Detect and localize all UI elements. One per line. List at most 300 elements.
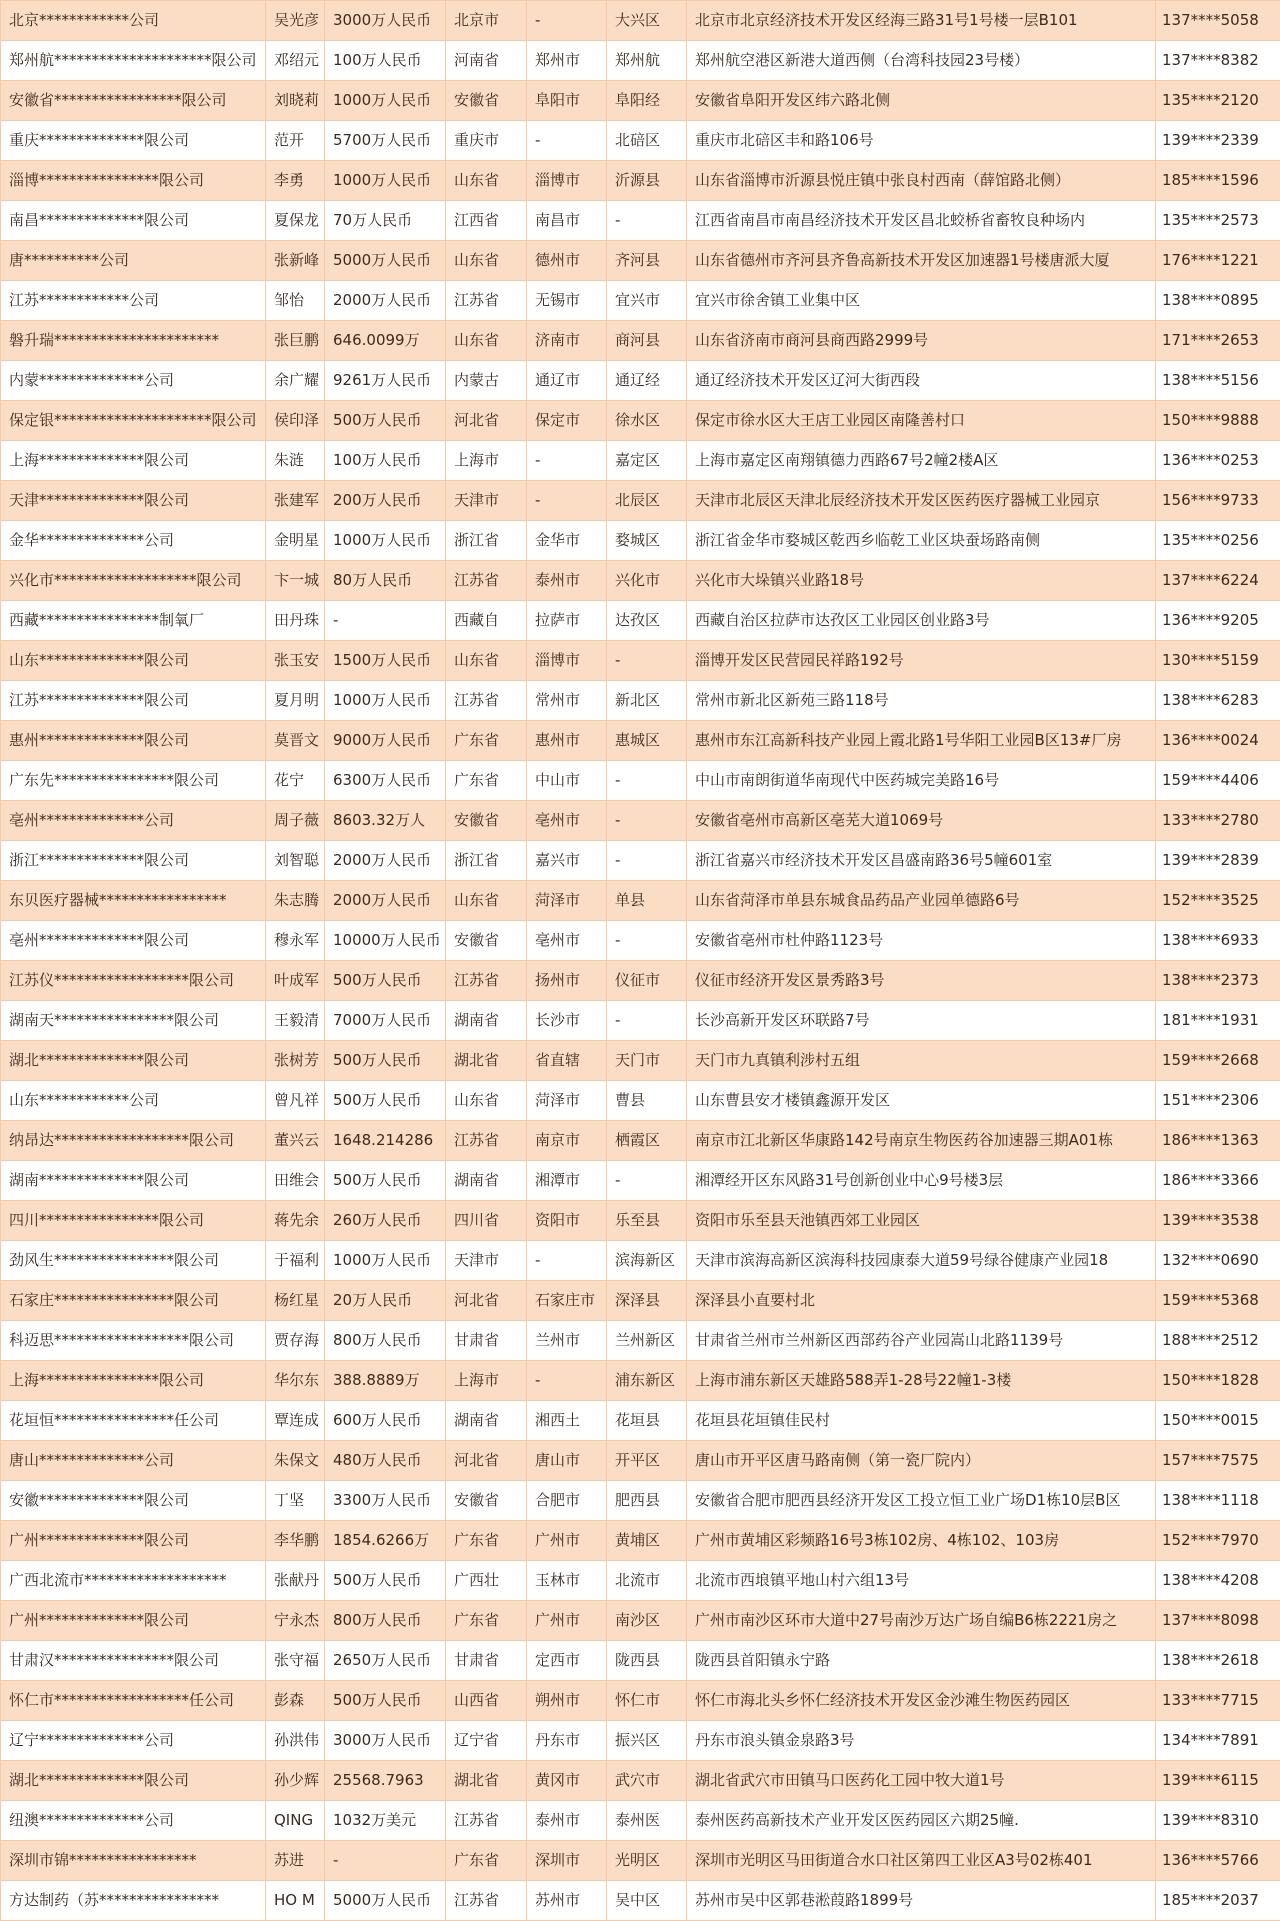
cell-district: - xyxy=(607,1161,687,1201)
cell-district: 宜兴市 xyxy=(607,281,687,321)
cell-company-name: 深圳市锦***************** xyxy=(1,1841,266,1881)
cell-city: 菏泽市 xyxy=(527,881,607,921)
cell-company-name: 四川****************限公司 xyxy=(1,1201,266,1241)
cell-district: 北流市 xyxy=(607,1561,687,1601)
cell-company-name: 内蒙**************公司 xyxy=(1,361,266,401)
cell-registered-capital: 500万人民币 xyxy=(325,1161,446,1201)
cell-registered-capital: - xyxy=(325,601,446,641)
cell-city: 泰州市 xyxy=(527,561,607,601)
cell-province: 上海市 xyxy=(446,1361,527,1401)
cell-legal-representative: 蒋先余 xyxy=(266,1201,325,1241)
cell-phone: 185****2037 xyxy=(1156,1881,1280,1921)
table-row xyxy=(1,1881,1280,1921)
cell-phone: 136****9205 xyxy=(1156,601,1280,641)
cell-district: 兰州新区 xyxy=(607,1321,687,1361)
cell-legal-representative: 张树芳 xyxy=(266,1041,325,1081)
cell-district: 北碚区 xyxy=(607,121,687,161)
cell-address: 安徽省阜阳开发区纬六路北侧 xyxy=(687,81,1156,121)
cell-district: 泰州医 xyxy=(607,1801,687,1841)
cell-address: 安徽省合肥市肥西县经济开发区工投立恒工业广场D1栋10层B区 xyxy=(687,1481,1156,1521)
cell-company-name: 安徽**************限公司 xyxy=(1,1481,266,1521)
table-row xyxy=(1,761,1280,801)
table-row xyxy=(1,41,1280,81)
cell-legal-representative: 杨红星 xyxy=(266,1281,325,1321)
cell-registered-capital: 2000万人民币 xyxy=(325,281,446,321)
cell-company-name: 安徽省*****************限公司 xyxy=(1,81,266,121)
cell-address: 广州市南沙区环市大道中27号南沙万达广场自编B6栋2221房之 xyxy=(687,1601,1156,1641)
cell-registered-capital: 3000万人民币 xyxy=(325,1,446,41)
cell-province: 江苏省 xyxy=(446,681,527,721)
table-row xyxy=(1,241,1280,281)
cell-district: 黄埔区 xyxy=(607,1521,687,1561)
cell-phone: 137****8382 xyxy=(1156,41,1280,81)
cell-legal-representative: 董兴云 xyxy=(266,1121,325,1161)
table-row xyxy=(1,521,1280,561)
cell-address: 资阳市乐至县天池镇西郊工业园区 xyxy=(687,1201,1156,1241)
cell-district: 光明区 xyxy=(607,1841,687,1881)
cell-district: 婺城区 xyxy=(607,521,687,561)
cell-province: 广东省 xyxy=(446,1601,527,1641)
cell-phone: 138****0895 xyxy=(1156,281,1280,321)
cell-district: 惠城区 xyxy=(607,721,687,761)
cell-company-name: 南昌**************限公司 xyxy=(1,201,266,241)
cell-province: 安徽省 xyxy=(446,801,527,841)
cell-city: 南京市 xyxy=(527,1121,607,1161)
cell-company-name: 山东**************限公司 xyxy=(1,641,266,681)
cell-address: 怀仁市海北头乡怀仁经济技术开发区金沙滩生物医药园区 xyxy=(687,1681,1156,1721)
cell-company-name: 湖北**************限公司 xyxy=(1,1761,266,1801)
cell-legal-representative: 张玉安 xyxy=(266,641,325,681)
cell-phone: 135****2120 xyxy=(1156,81,1280,121)
cell-registered-capital: 500万人民币 xyxy=(325,1041,446,1081)
cell-legal-representative: 丁坚 xyxy=(266,1481,325,1521)
cell-registered-capital: 500万人民币 xyxy=(325,1081,446,1121)
cell-legal-representative: 李勇 xyxy=(266,161,325,201)
cell-legal-representative: 张守福 xyxy=(266,1641,325,1681)
cell-company-name: 辽宁**************公司 xyxy=(1,1721,266,1761)
cell-company-name: 广东先****************限公司 xyxy=(1,761,266,801)
cell-phone: 139****6115 xyxy=(1156,1761,1280,1801)
cell-registered-capital: 1000万人民币 xyxy=(325,81,446,121)
cell-district: 齐河县 xyxy=(607,241,687,281)
cell-address: 兴化市大垛镇兴业路18号 xyxy=(687,561,1156,601)
cell-company-name: 广州**************限公司 xyxy=(1,1521,266,1561)
cell-address: 天津市滨海高新区滨海科技园康泰大道59号绿谷健康产业园18 xyxy=(687,1241,1156,1281)
cell-city: 省直辖 xyxy=(527,1041,607,1081)
cell-phone: 186****1363 xyxy=(1156,1121,1280,1161)
table-row xyxy=(1,561,1280,601)
cell-city: 德州市 xyxy=(527,241,607,281)
cell-legal-representative: 侯印泽 xyxy=(266,401,325,441)
table-row xyxy=(1,1321,1280,1361)
cell-province: 广东省 xyxy=(446,761,527,801)
cell-company-name: 唐**********公司 xyxy=(1,241,266,281)
cell-province: 浙江省 xyxy=(446,841,527,881)
table-row xyxy=(1,1401,1280,1441)
table-row xyxy=(1,281,1280,321)
cell-legal-representative: 余广耀 xyxy=(266,361,325,401)
table-row xyxy=(1,401,1280,441)
cell-province: 重庆市 xyxy=(446,121,527,161)
cell-province: 广东省 xyxy=(446,1841,527,1881)
cell-district: - xyxy=(607,761,687,801)
table-row xyxy=(1,1561,1280,1601)
table-row xyxy=(1,81,1280,121)
cell-legal-representative: 夏保龙 xyxy=(266,201,325,241)
cell-legal-representative: 张新峰 xyxy=(266,241,325,281)
cell-city: - xyxy=(527,481,607,521)
cell-registered-capital: 646.0099万 xyxy=(325,321,446,361)
cell-address: 湖北省武穴市田镇马口医药化工园中牧大道1号 xyxy=(687,1761,1156,1801)
cell-phone: 137****8098 xyxy=(1156,1601,1280,1641)
cell-registered-capital: 800万人民币 xyxy=(325,1321,446,1361)
cell-phone: 150****1828 xyxy=(1156,1361,1280,1401)
cell-legal-representative: 范开 xyxy=(266,121,325,161)
cell-province: 河北省 xyxy=(446,401,527,441)
cell-province: 江苏省 xyxy=(446,1121,527,1161)
cell-address: 天津市北辰区天津北辰经济技术开发区医药医疗器械工业园京 xyxy=(687,481,1156,521)
cell-province: 安徽省 xyxy=(446,1481,527,1521)
cell-district: - xyxy=(607,801,687,841)
table-row xyxy=(1,201,1280,241)
cell-phone: 136****0024 xyxy=(1156,721,1280,761)
cell-phone: 134****7891 xyxy=(1156,1721,1280,1761)
cell-registered-capital: 100万人民币 xyxy=(325,41,446,81)
cell-province: 江苏省 xyxy=(446,1801,527,1841)
table-row xyxy=(1,1161,1280,1201)
cell-city: 常州市 xyxy=(527,681,607,721)
cell-province: 上海市 xyxy=(446,441,527,481)
cell-registered-capital: 9000万人民币 xyxy=(325,721,446,761)
table-row xyxy=(1,1841,1280,1881)
cell-phone: 150****0015 xyxy=(1156,1401,1280,1441)
cell-company-name: 江苏**************限公司 xyxy=(1,681,266,721)
cell-legal-representative: 花宁 xyxy=(266,761,325,801)
cell-address: 安徽省亳州市高新区亳芜大道1069号 xyxy=(687,801,1156,841)
cell-company-name: 石家庄****************限公司 xyxy=(1,1281,266,1321)
cell-phone: 176****1221 xyxy=(1156,241,1280,281)
cell-district: - xyxy=(607,641,687,681)
cell-phone: 186****3366 xyxy=(1156,1161,1280,1201)
cell-address: 广州市黄埔区彩频路16号3栋102房、4栋102、103房 xyxy=(687,1521,1156,1561)
cell-registered-capital: 8603.32万人 xyxy=(325,801,446,841)
cell-registered-capital: 5000万人民币 xyxy=(325,241,446,281)
cell-province: 江苏省 xyxy=(446,561,527,601)
cell-phone: 138****1118 xyxy=(1156,1481,1280,1521)
cell-legal-representative: 朱涟 xyxy=(266,441,325,481)
cell-city: 玉林市 xyxy=(527,1561,607,1601)
cell-registered-capital: 2000万人民币 xyxy=(325,841,446,881)
cell-phone: 136****0253 xyxy=(1156,441,1280,481)
cell-province: 江苏省 xyxy=(446,1881,527,1921)
cell-registered-capital: 600万人民币 xyxy=(325,1401,446,1441)
cell-legal-representative: QING xyxy=(266,1801,325,1841)
cell-company-name: 磐升瑞********************** xyxy=(1,321,266,361)
table-row xyxy=(1,1081,1280,1121)
cell-company-name: 惠州**************限公司 xyxy=(1,721,266,761)
cell-city: 长沙市 xyxy=(527,1001,607,1041)
cell-district: 深泽县 xyxy=(607,1281,687,1321)
cell-phone: 157****7575 xyxy=(1156,1441,1280,1481)
cell-company-name: 保定银*********************限公司 xyxy=(1,401,266,441)
cell-legal-representative: HO M xyxy=(266,1881,325,1921)
table-row xyxy=(1,1521,1280,1561)
cell-province: 山东省 xyxy=(446,1081,527,1121)
cell-address: 长沙高新开发区环联路7号 xyxy=(687,1001,1156,1041)
cell-province: 山东省 xyxy=(446,321,527,361)
cell-city: 广州市 xyxy=(527,1601,607,1641)
cell-city: 兰州市 xyxy=(527,1321,607,1361)
cell-company-name: 科迈思******************限公司 xyxy=(1,1321,266,1361)
cell-address: 山东省菏泽市单县东城食品药品产业园单德路6号 xyxy=(687,881,1156,921)
cell-address: 山东省济南市商河县商西路2999号 xyxy=(687,321,1156,361)
cell-province: 广西壮 xyxy=(446,1561,527,1601)
cell-address: 常州市新北区新苑三路118号 xyxy=(687,681,1156,721)
cell-city: 广州市 xyxy=(527,1521,607,1561)
cell-address: 北京市北京经济技术开发区经海三路31号1号楼一层B101 xyxy=(687,1,1156,41)
cell-province: 河北省 xyxy=(446,1441,527,1481)
table-row xyxy=(1,641,1280,681)
cell-city: 苏州市 xyxy=(527,1881,607,1921)
cell-city: 郑州市 xyxy=(527,41,607,81)
cell-city: 阜阳市 xyxy=(527,81,607,121)
table-row xyxy=(1,1641,1280,1681)
cell-company-name: 重庆**************限公司 xyxy=(1,121,266,161)
cell-district: 花垣县 xyxy=(607,1401,687,1441)
cell-company-name: 淄博****************限公司 xyxy=(1,161,266,201)
cell-province: 湖南省 xyxy=(446,1161,527,1201)
cell-company-name: 纳昂达******************限公司 xyxy=(1,1121,266,1161)
cell-registered-capital: 25568.7963 xyxy=(325,1761,446,1801)
cell-legal-representative: 覃连成 xyxy=(266,1401,325,1441)
table-row xyxy=(1,1801,1280,1841)
cell-legal-representative: 夏月明 xyxy=(266,681,325,721)
cell-legal-representative: 朱保文 xyxy=(266,1441,325,1481)
cell-registered-capital: 1500万人民币 xyxy=(325,641,446,681)
table-row xyxy=(1,681,1280,721)
cell-district: 新北区 xyxy=(607,681,687,721)
cell-registered-capital: 480万人民币 xyxy=(325,1441,446,1481)
cell-address: 上海市浦东新区天雄路588弄1-28号22幢1-3楼 xyxy=(687,1361,1156,1401)
cell-address: 西藏自治区拉萨市达孜区工业园区创业路3号 xyxy=(687,601,1156,641)
cell-company-name: 上海****************限公司 xyxy=(1,1361,266,1401)
table-row xyxy=(1,1,1280,41)
cell-company-name: 郑州航*********************限公司 xyxy=(1,41,266,81)
table-row xyxy=(1,1201,1280,1241)
cell-address: 仪征市经济开发区景秀路3号 xyxy=(687,961,1156,1001)
cell-province: 天津市 xyxy=(446,481,527,521)
table-row xyxy=(1,1481,1280,1521)
cell-city: 定西市 xyxy=(527,1641,607,1681)
cell-city: 合肥市 xyxy=(527,1481,607,1521)
cell-legal-representative: 邓绍元 xyxy=(266,41,325,81)
cell-phone: 185****1596 xyxy=(1156,161,1280,201)
cell-legal-representative: 莫晋文 xyxy=(266,721,325,761)
cell-city: 嘉兴市 xyxy=(527,841,607,881)
cell-registered-capital: 7000万人民币 xyxy=(325,1001,446,1041)
cell-city: 深圳市 xyxy=(527,1841,607,1881)
cell-phone: 133****2780 xyxy=(1156,801,1280,841)
cell-phone: 130****5159 xyxy=(1156,641,1280,681)
cell-address: 苏州市吴中区郭巷淞葭路1899号 xyxy=(687,1881,1156,1921)
cell-province: 山东省 xyxy=(446,641,527,681)
cell-city: 淄博市 xyxy=(527,161,607,201)
cell-phone: 159****2668 xyxy=(1156,1041,1280,1081)
cell-address: 宜兴市徐舍镇工业集中区 xyxy=(687,281,1156,321)
cell-company-name: 金华**************公司 xyxy=(1,521,266,561)
cell-district: 仪征市 xyxy=(607,961,687,1001)
cell-phone: 138****4208 xyxy=(1156,1561,1280,1601)
cell-registered-capital: 1000万人民币 xyxy=(325,521,446,561)
cell-province: 湖北省 xyxy=(446,1041,527,1081)
table-row xyxy=(1,1441,1280,1481)
cell-address: 重庆市北碚区丰和路106号 xyxy=(687,121,1156,161)
table-row xyxy=(1,1241,1280,1281)
cell-address: 山东省淄博市沂源县悦庄镇中张良村西南（薛馆路北侧） xyxy=(687,161,1156,201)
cell-registered-capital: 500万人民币 xyxy=(325,1681,446,1721)
table-row xyxy=(1,321,1280,361)
cell-district: 曹县 xyxy=(607,1081,687,1121)
company-table-body xyxy=(1,1,1280,1921)
cell-legal-representative: 王毅清 xyxy=(266,1001,325,1041)
cell-phone: 139****2339 xyxy=(1156,121,1280,161)
cell-company-name: 山东************公司 xyxy=(1,1081,266,1121)
cell-city: 中山市 xyxy=(527,761,607,801)
cell-province: 天津市 xyxy=(446,1241,527,1281)
cell-phone: 188****2512 xyxy=(1156,1321,1280,1361)
cell-province: 广东省 xyxy=(446,721,527,761)
cell-legal-representative: 孙洪伟 xyxy=(266,1721,325,1761)
cell-registered-capital: 2650万人民币 xyxy=(325,1641,446,1681)
cell-district: 郑州航 xyxy=(607,41,687,81)
cell-address: 淄博开发区民营园民祥路192号 xyxy=(687,641,1156,681)
cell-city: 金华市 xyxy=(527,521,607,561)
cell-phone: 139****3538 xyxy=(1156,1201,1280,1241)
cell-province: 湖南省 xyxy=(446,1001,527,1041)
cell-district: 北辰区 xyxy=(607,481,687,521)
cell-phone: 152****3525 xyxy=(1156,881,1280,921)
cell-province: 江苏省 xyxy=(446,961,527,1001)
cell-province: 湖北省 xyxy=(446,1761,527,1801)
cell-city: 亳州市 xyxy=(527,921,607,961)
cell-registered-capital: 9261万人民币 xyxy=(325,361,446,401)
cell-legal-representative: 李华鹏 xyxy=(266,1521,325,1561)
cell-company-name: 湖南天****************限公司 xyxy=(1,1001,266,1041)
cell-address: 山东省德州市齐河县齐鲁高新技术开发区加速器1号楼唐派大厦 xyxy=(687,241,1156,281)
cell-registered-capital: 260万人民币 xyxy=(325,1201,446,1241)
cell-address: 花垣县花垣镇佳民村 xyxy=(687,1401,1156,1441)
cell-legal-representative: 朱志腾 xyxy=(266,881,325,921)
cell-province: 内蒙古 xyxy=(446,361,527,401)
cell-registered-capital: 3300万人民币 xyxy=(325,1481,446,1521)
cell-province: 辽宁省 xyxy=(446,1721,527,1761)
cell-city: 惠州市 xyxy=(527,721,607,761)
cell-legal-representative: 刘智聪 xyxy=(266,841,325,881)
cell-address: 深泽县小直要村北 xyxy=(687,1281,1156,1321)
cell-province: 安徽省 xyxy=(446,921,527,961)
cell-address: 上海市嘉定区南翔镇德力西路67号2幢2楼A区 xyxy=(687,441,1156,481)
cell-district: 武穴市 xyxy=(607,1761,687,1801)
table-row xyxy=(1,361,1280,401)
table-row xyxy=(1,161,1280,201)
cell-registered-capital: 5700万人民币 xyxy=(325,121,446,161)
cell-district: 通辽经 xyxy=(607,361,687,401)
cell-phone: 181****1931 xyxy=(1156,1001,1280,1041)
cell-legal-representative: 穆永军 xyxy=(266,921,325,961)
cell-phone: 138****2373 xyxy=(1156,961,1280,1001)
cell-province: 山东省 xyxy=(446,881,527,921)
cell-province: 山东省 xyxy=(446,241,527,281)
cell-district: 怀仁市 xyxy=(607,1681,687,1721)
cell-company-name: 怀仁市******************任公司 xyxy=(1,1681,266,1721)
cell-phone: 139****8310 xyxy=(1156,1801,1280,1841)
cell-district: 嘉定区 xyxy=(607,441,687,481)
cell-city: 南昌市 xyxy=(527,201,607,241)
cell-company-name: 亳州**************公司 xyxy=(1,801,266,841)
cell-registered-capital: 1000万人民币 xyxy=(325,681,446,721)
cell-district: 天门市 xyxy=(607,1041,687,1081)
cell-phone: 138****6283 xyxy=(1156,681,1280,721)
cell-phone: 159****4406 xyxy=(1156,761,1280,801)
cell-company-name: 广州**************限公司 xyxy=(1,1601,266,1641)
cell-company-name: 湖南**************限公司 xyxy=(1,1161,266,1201)
cell-legal-representative: 曾凡祥 xyxy=(266,1081,325,1121)
cell-registered-capital: 70万人民币 xyxy=(325,201,446,241)
cell-phone: 139****2839 xyxy=(1156,841,1280,881)
cell-company-name: 广西北流市******************* xyxy=(1,1561,266,1601)
cell-district: - xyxy=(607,201,687,241)
cell-city: - xyxy=(527,1241,607,1281)
cell-phone: 152****7970 xyxy=(1156,1521,1280,1561)
cell-company-name: 方达制药（苏**************** xyxy=(1,1881,266,1921)
cell-phone: 151****2306 xyxy=(1156,1081,1280,1121)
cell-registered-capital: 500万人民币 xyxy=(325,401,446,441)
cell-province: 河北省 xyxy=(446,1281,527,1321)
cell-registered-capital: 80万人民币 xyxy=(325,561,446,601)
cell-city: 保定市 xyxy=(527,401,607,441)
cell-legal-representative: 周子薇 xyxy=(266,801,325,841)
table-row xyxy=(1,441,1280,481)
cell-district: 单县 xyxy=(607,881,687,921)
cell-address: 天门市九真镇利涉村五组 xyxy=(687,1041,1156,1081)
table-row xyxy=(1,961,1280,1001)
cell-district: 滨海新区 xyxy=(607,1241,687,1281)
cell-address: 通辽经济技术开发区辽河大街西段 xyxy=(687,361,1156,401)
cell-legal-representative: 贾存海 xyxy=(266,1321,325,1361)
cell-address: 南京市江北新区华康路142号南京生物医药谷加速器三期A01栋 xyxy=(687,1121,1156,1161)
cell-city: - xyxy=(527,1361,607,1401)
cell-district: - xyxy=(607,1001,687,1041)
cell-phone: 156****9733 xyxy=(1156,481,1280,521)
cell-address: 山东曹县安才楼镇鑫源开发区 xyxy=(687,1081,1156,1121)
cell-phone: 138****2618 xyxy=(1156,1641,1280,1681)
cell-phone: 150****9888 xyxy=(1156,401,1280,441)
cell-legal-representative: 于福利 xyxy=(266,1241,325,1281)
table-row xyxy=(1,1121,1280,1161)
cell-legal-representative: 苏进 xyxy=(266,1841,325,1881)
cell-city: 湘西土 xyxy=(527,1401,607,1441)
cell-province: 四川省 xyxy=(446,1201,527,1241)
cell-registered-capital: 388.8889万 xyxy=(325,1361,446,1401)
cell-address: 北流市西埌镇平地山村六组13号 xyxy=(687,1561,1156,1601)
cell-registered-capital: 2000万人民币 xyxy=(325,881,446,921)
cell-company-name: 北京************公司 xyxy=(1,1,266,41)
cell-address: 唐山市开平区唐马路南侧（第一瓷厂院内） xyxy=(687,1441,1156,1481)
cell-province: 甘肃省 xyxy=(446,1321,527,1361)
cell-legal-representative: 田维会 xyxy=(266,1161,325,1201)
cell-address: 泰州医药高新技术产业开发区医药园区六期25幢. xyxy=(687,1801,1156,1841)
cell-province: 山东省 xyxy=(446,161,527,201)
